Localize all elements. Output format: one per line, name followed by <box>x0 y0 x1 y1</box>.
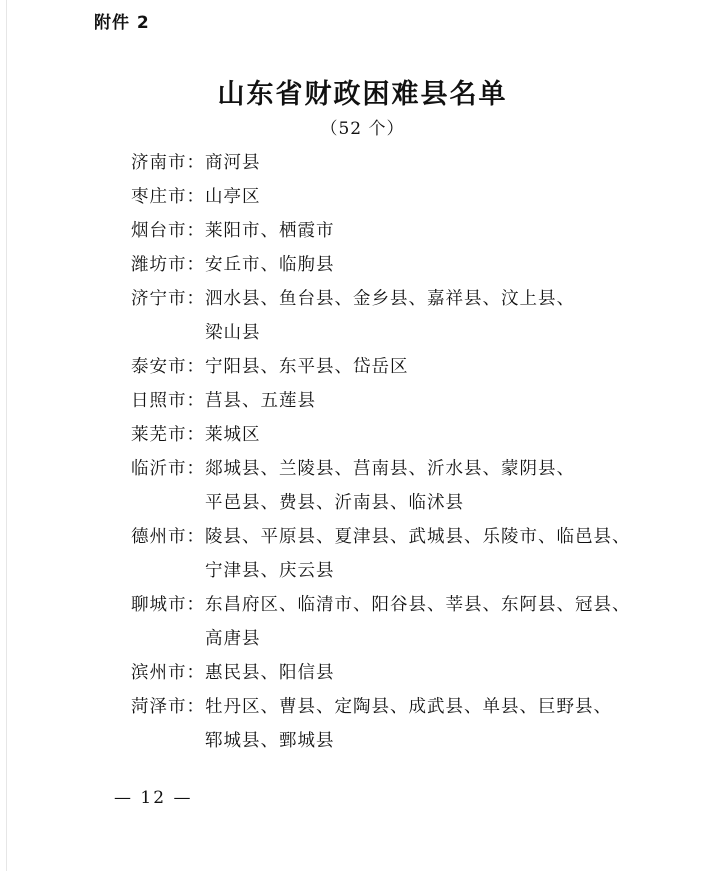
county-line: 牡丹区、曹县、定陶县、成武县、单县、巨野县、 <box>205 697 612 717</box>
city-name: 泰安市： <box>131 357 205 377</box>
list-item-rizhao <box>131 384 631 418</box>
county-names <box>205 248 631 282</box>
county-names <box>205 656 631 690</box>
county-line: 梁山县 <box>205 323 261 343</box>
document-title: 山东省财政困难县名单 <box>217 79 508 110</box>
county-line: 安丘市、临朐县 <box>205 255 335 275</box>
county-line: 宁阳县、东平县、岱岳区 <box>205 357 409 377</box>
county-names <box>205 214 631 248</box>
city-name: 临沂市： <box>131 459 205 479</box>
city-name: 聊城市： <box>131 595 205 615</box>
county-names <box>205 418 631 452</box>
county-line: 东昌府区、临清市、阳谷县、莘县、东阿县、冠县、 <box>205 595 631 615</box>
list-item-heze <box>131 690 631 758</box>
county-line: 郯城县、兰陵县、莒南县、沂水县、蒙阴县、 <box>205 459 575 479</box>
county-names <box>205 690 631 758</box>
county-names <box>205 452 631 520</box>
city-name: 德州市： <box>131 527 205 547</box>
city-name: 日照市： <box>131 391 205 411</box>
county-line: 郓城县、鄄城县 <box>205 731 335 751</box>
list-item-yantai <box>131 214 631 248</box>
list-item-jinan <box>131 146 631 180</box>
list-item-weifang <box>131 248 631 282</box>
page-number: — 12 — <box>114 788 193 808</box>
county-names <box>205 384 631 418</box>
county-names <box>205 180 631 214</box>
county-names <box>205 520 631 588</box>
county-line: 高唐县 <box>205 629 261 649</box>
county-line: 平邑县、费县、沂南县、临沭县 <box>205 493 464 513</box>
attachment-label: 附件 2 <box>94 13 150 33</box>
county-line: 莒县、五莲县 <box>205 391 316 411</box>
city-name: 莱芜市： <box>131 425 205 445</box>
county-line: 莱阳市、栖霞市 <box>205 221 335 241</box>
city-name: 烟台市： <box>131 221 205 241</box>
county-names <box>205 146 631 180</box>
county-line: 莱城区 <box>205 425 261 445</box>
list-item-linyi <box>131 452 631 520</box>
county-line: 商河县 <box>205 153 261 173</box>
city-name: 济南市： <box>131 153 205 173</box>
county-line: 宁津县、庆云县 <box>205 561 335 581</box>
county-line: 陵县、平原县、夏津县、武城县、乐陵市、临邑县、 <box>205 527 631 547</box>
city-name: 菏泽市： <box>131 697 205 717</box>
document-subtitle: （52 个） <box>320 119 405 139</box>
list-item-liaocheng <box>131 588 631 656</box>
list-item-taian <box>131 350 631 384</box>
list-item-laiwu <box>131 418 631 452</box>
county-names <box>205 282 631 350</box>
list-item-binzhou <box>131 656 631 690</box>
list-item-zaozhuang <box>131 180 631 214</box>
city-name: 潍坊市： <box>131 255 205 275</box>
city-name: 枣庄市： <box>131 187 205 207</box>
county-line: 泗水县、鱼台县、金乡县、嘉祥县、汶上县、 <box>205 289 575 309</box>
county-line: 山亭区 <box>205 187 261 207</box>
list-item-jining <box>131 282 631 350</box>
county-list <box>131 146 631 758</box>
county-names <box>205 588 631 656</box>
county-line: 惠民县、阳信县 <box>205 663 335 683</box>
city-name: 济宁市： <box>131 289 205 309</box>
county-names <box>205 350 631 384</box>
city-name: 滨州市： <box>131 663 205 683</box>
list-item-dezhou <box>131 520 631 588</box>
